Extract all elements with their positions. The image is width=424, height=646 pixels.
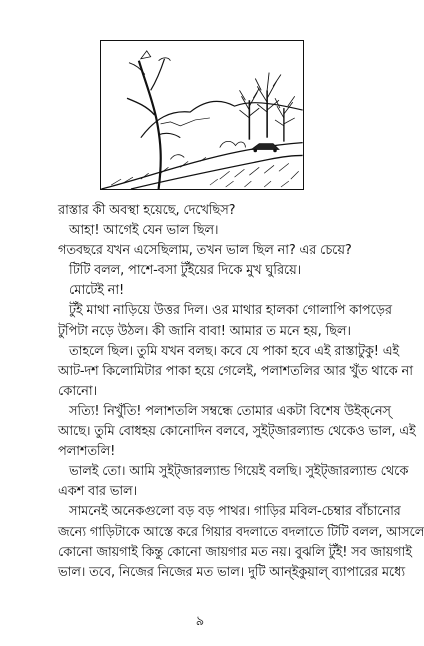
text-line: আট-দশ কিলোমিটার পাকা হয়ে গেলেই, পলাশতলির আর খুঁত থাকে না — [58, 363, 413, 379]
text-line: সত্যি! নিখুঁতি! পলাশতলি সম্বন্ধে তোমার একটা বিশেষ উইক্‌নেস্ — [69, 403, 391, 419]
text-line: টিটি বলল, পাশে-বসা টুঁইয়ের দিকে মুখ ঘুরিয়ে। — [69, 263, 302, 279]
text-line: পলাশতলি! — [58, 444, 116, 460]
landscape-illustration — [100, 40, 304, 190]
text-line: কোনো জায়গাই কিন্তু কোনো জায়গার মত নয়। বুঝলি টুঁই! সব জায়গাই — [58, 544, 412, 560]
page-number: ৯ — [195, 614, 205, 629]
text-line: টুপিটা নড়ে উঠল। কী জানি বাবা! আমার ত মনে হয়, ছিল। — [58, 323, 351, 339]
text-line: কোনো। — [58, 383, 97, 399]
text-line: একশ বার ভাল। — [58, 484, 137, 500]
text-line: আহা! আগেই যেন ভাল ছিল। — [69, 223, 219, 239]
story-text — [58, 201, 424, 583]
text-line: ভালই তো। আমি সুইট্‌জারল্যান্ড গিয়েই বলছি। সুইট্‌জারল্যান্ড থেকে — [69, 464, 409, 480]
text-line: ভাল। তবে, নিজের নিজের মত ভাল। দুটি আন্‌ইকুয়াল্ ব্যাপারের মধ্যে — [58, 564, 405, 580]
text-line: সামনেই অনেকগুলো বড় বড় পাথর। গাড়ির মবিল-চেম্বার বাঁচানোর — [69, 504, 401, 520]
text-line: আছে। তুমি বোধহয় কোনোদিন বলবে, সুইট্‌জারল্যান্ড থেকেও ভাল, এই — [58, 424, 416, 440]
text-line: তাহলে ছিল। তুমি যখন বলছ। কবে যে পাকা হবে এই রাস্তাটুকু! এই — [69, 343, 399, 359]
text-line: রাস্তার কী অবস্থা হয়েছে, দেখেছিস? — [58, 203, 236, 218]
text-line: মোটেই না! — [69, 283, 125, 299]
text-line: জন্যে গাড়িটাকে আস্তে করে গিয়ার বদলাতে বদলাতে টিটি বলল, আসলে — [58, 524, 424, 540]
text-line: গতবছরে যখন এসেছিলাম, তখন ভাল ছিল না? এর চেয়ে? — [58, 243, 352, 259]
landscape-drawing — [101, 41, 303, 189]
text-line: টুঁই মাথা নাড়িয়ে উত্তর দিল। ওর মাথার হালকা গোলাপি কাপড়ের — [69, 303, 392, 319]
